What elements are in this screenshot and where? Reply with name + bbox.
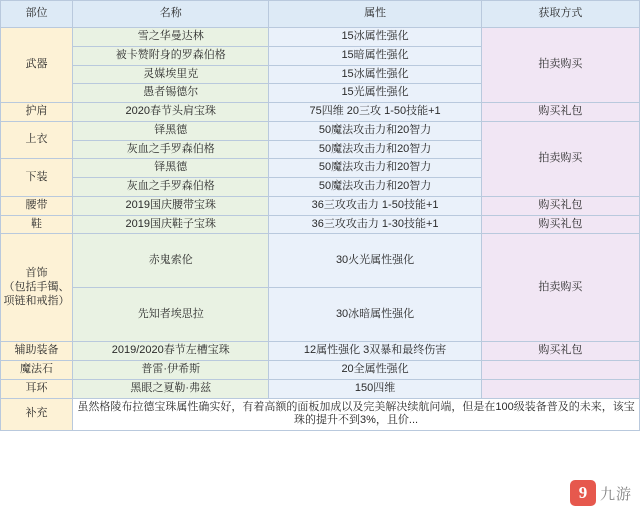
cell-name: 2020春节头肩宝珠 xyxy=(73,103,269,122)
cell-part: 上衣 xyxy=(1,121,73,159)
cell-attr: 50魔法攻击力和20智力 xyxy=(269,121,481,140)
cell-attr: 30火光属性强化 xyxy=(269,234,481,288)
cell-part: 首饰 （包括手镯、项链和戒指） xyxy=(1,234,73,342)
cell-method xyxy=(481,361,639,380)
cell-name: 灰血之手罗森伯格 xyxy=(73,140,269,159)
table-body xyxy=(1,28,640,431)
table-row xyxy=(1,121,640,140)
cell-method: 拍卖购买 xyxy=(481,28,639,103)
cell-method: 购买礼包 xyxy=(481,215,639,234)
cell-name: 先知者埃思拉 xyxy=(73,288,269,342)
cell-attr: 15暗属性强化 xyxy=(269,46,481,65)
cell-attr: 15冰属性强化 xyxy=(269,28,481,47)
cell-name: 雪之华曼达林 xyxy=(73,28,269,47)
cell-name: 铎黑德 xyxy=(73,121,269,140)
cell-supplement-label: 补充 xyxy=(1,398,73,431)
cell-part: 鞋 xyxy=(1,215,73,234)
cell-name: 2019国庆腰带宝珠 xyxy=(73,196,269,215)
cell-method: 购买礼包 xyxy=(481,103,639,122)
cell-method xyxy=(481,379,639,398)
cell-attr: 15光属性强化 xyxy=(269,84,481,103)
header-row xyxy=(1,1,640,28)
header-method: 获取方式 xyxy=(481,1,639,28)
watermark xyxy=(570,480,632,506)
cell-name: 2019/2020春节左槽宝珠 xyxy=(73,342,269,361)
cell-attr: 12属性强化 3双暴和最终伤害 xyxy=(269,342,481,361)
cell-method: 购买礼包 xyxy=(481,342,639,361)
cell-name: 赤鬼索伦 xyxy=(73,234,269,288)
cell-part: 护肩 xyxy=(1,103,73,122)
table-row xyxy=(1,342,640,361)
watermark-logo: 9 xyxy=(570,480,596,506)
cell-part: 腰带 xyxy=(1,196,73,215)
table-row xyxy=(1,215,640,234)
header-part: 部位 xyxy=(1,1,73,28)
cell-part: 下装 xyxy=(1,159,73,197)
cell-attr: 30冰暗属性强化 xyxy=(269,288,481,342)
cell-supplement-text: 虽然格陵布拉德宝珠属性确实好，有着高额的面板加成以及完美解决续航问端，但是在100级装备普及的未来，该宝珠的提升不到3%，且价... xyxy=(73,398,640,431)
cell-name: 灵媒埃里克 xyxy=(73,65,269,84)
cell-method: 拍卖购买 xyxy=(481,121,639,196)
cell-attr: 150四维 xyxy=(269,379,481,398)
cell-attr: 75四维 20三攻 1-50技能+1 xyxy=(269,103,481,122)
watermark-text: 九游 xyxy=(599,485,632,503)
cell-attr: 50魔法攻击力和20智力 xyxy=(269,159,481,178)
cell-attr: 20全属性强化 xyxy=(269,361,481,380)
table-row xyxy=(1,234,640,288)
cell-attr: 50魔法攻击力和20智力 xyxy=(269,140,481,159)
cell-method: 购买礼包 xyxy=(481,196,639,215)
supplement-row xyxy=(1,398,640,431)
cell-attr: 15冰属性强化 xyxy=(269,65,481,84)
table-row xyxy=(1,103,640,122)
header-name: 名称 xyxy=(73,1,269,28)
cell-part: 耳环 xyxy=(1,379,73,398)
table-row xyxy=(1,361,640,380)
cell-name: 愚者锡德尔 xyxy=(73,84,269,103)
cell-part: 魔法石 xyxy=(1,361,73,380)
table-row xyxy=(1,28,640,47)
cell-name: 铎黑德 xyxy=(73,159,269,178)
cell-attr: 50魔法攻击力和20智力 xyxy=(269,178,481,197)
cell-attr: 36三攻攻击力 1-50技能+1 xyxy=(269,196,481,215)
table-row xyxy=(1,196,640,215)
cell-name: 2019国庆鞋子宝珠 xyxy=(73,215,269,234)
cell-name: 普雷·伊希斯 xyxy=(73,361,269,380)
cell-method: 拍卖购买 xyxy=(481,234,639,342)
cell-attr: 36三攻攻击力 1-30技能+1 xyxy=(269,215,481,234)
cell-name: 黑眼之夏勒·弗兹 xyxy=(73,379,269,398)
table-row xyxy=(1,379,640,398)
cell-part: 辅助装备 xyxy=(1,342,73,361)
cell-part: 武器 xyxy=(1,28,73,103)
header-attr: 属性 xyxy=(269,1,481,28)
cell-name: 被卡赞附身的罗森伯格 xyxy=(73,46,269,65)
table-header xyxy=(1,1,640,28)
cell-name: 灰血之手罗森伯格 xyxy=(73,178,269,197)
